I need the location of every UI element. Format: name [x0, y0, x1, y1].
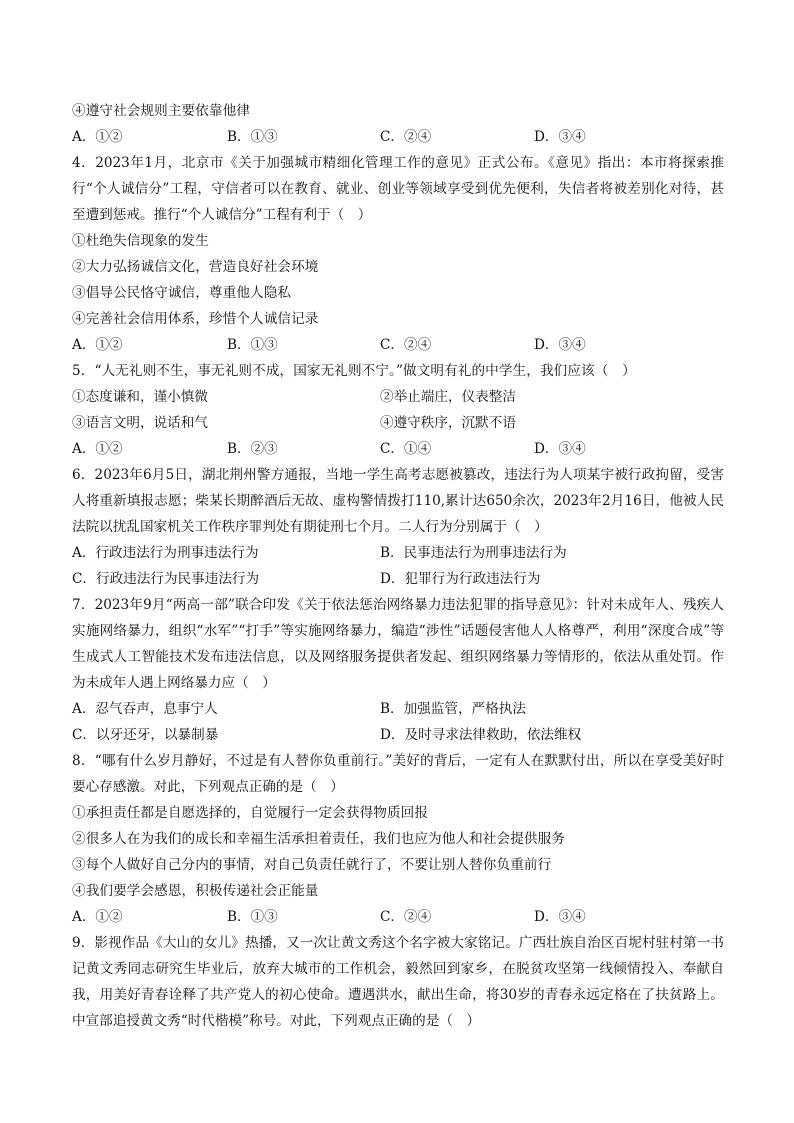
q7-stem: 7．2023年9月“两高一部”联合印发《关于依法惩治网络暴力违法犯罪的指导意见》：针对未成年人、残疾人实施网络暴力，组织“水军”“打手”等实施网络暴力，编造“涉性”话题侵害他人人格尊严，利用“深度合成”等生成式人工智能技术发布违法信息，以及网络服务提供者发起、组织网络暴力等情形的，依法从重处罚。作为未成年人遇上网络暴力应（ ） [72, 597, 724, 691]
q3-option-a[interactable]: A．①② [72, 129, 123, 145]
q7-option-d[interactable]: D．及时寻求法律救助，依法维权 [380, 727, 582, 743]
q5-items-row-2 [72, 410, 724, 436]
q7-option-a[interactable]: A．忍气吞声，息事宁人 [72, 701, 218, 717]
q4-option-d[interactable]: D．③④ [534, 337, 586, 353]
q3-options [72, 124, 724, 150]
q8-item-3: ③每个人做好自己分内的事情，对自己负责任就行了，不要让别人替你负重前行 [72, 857, 552, 873]
q6-option-c[interactable]: C．行政违法行为民事违法行为 [72, 571, 260, 587]
q5-item-2: ②举止端庄，仪表整洁 [380, 389, 516, 405]
q5-options [72, 436, 724, 462]
q6-options-row-1 [72, 540, 724, 566]
q6-options-row-2 [72, 566, 724, 592]
q5-item-1: ①态度谦和，谨小慎微 [72, 389, 208, 405]
q4-item-1: ①杜绝失信现象的发生 [72, 233, 209, 249]
exam-page [72, 98, 724, 1034]
q3-option-d[interactable]: D．③④ [534, 129, 586, 145]
q8-stem: 8．“哪有什么岁月静好，不过是有人替你负重前行。”美好的背后，一定有人在默默付出，所以在享受美好时要心存感激。对此，下列观点正确的是（ ） [72, 753, 724, 795]
q5-items-row-1 [72, 384, 724, 410]
q4-item-3: ③倡导公民恪守诚信，尊重他人隐私 [72, 285, 292, 301]
q8-options [72, 904, 724, 930]
q8-item-4: ④我们要学会感恩，积极传递社会正能量 [72, 883, 319, 899]
q7-option-b[interactable]: B．加强监管，严格执法 [380, 701, 526, 717]
q4-stem: 4．2023年1月，北京市《关于加强城市精细化管理工作的意见》正式公布。《意见》指出：本市将探索推行“个人诚信分”工程，守信者可以在教育、就业、创业等领域享受到优先便利，失信者将被差别化对待，甚至遭到惩戒。推行“个人诚信分”工程有利于（ ） [72, 155, 724, 223]
q4-options [72, 332, 724, 358]
q7-options-row-1 [72, 696, 724, 722]
q5-option-c[interactable]: C．①④ [380, 441, 432, 457]
q4-option-a[interactable]: A．①② [72, 337, 123, 353]
q9-stem: 9．影视作品《大山的女儿》热播，又一次让黄文秀这个名字被大家铭记。广西壮族自治区百坭村驻村第一书记黄文秀同志研究生毕业后，放弃大城市的工作机会，毅然回到家乡，在脱贫攻坚第一线倾情投入、奉献自我，用美好青春诠释了共产党人的初心使命。遭遇洪水，献出生命，将30岁的青春永远定格在了扶贫路上。中宣部追授黄文秀“时代楷模”称号。对此，下列观点正确的是（ ） [72, 935, 724, 1029]
q4-option-b[interactable]: B．①③ [227, 337, 278, 353]
q6-option-d[interactable]: D．犯罪行为行政违法行为 [380, 571, 541, 587]
q5-item-3: ③语言文明，说话和气 [72, 415, 208, 431]
q7-option-c[interactable]: C．以牙还牙，以暴制暴 [72, 727, 219, 743]
q3-option-b[interactable]: B．①③ [227, 129, 278, 145]
q5-item-4: ④遵守秩序，沉默不语 [380, 415, 516, 431]
q7-options-row-2 [72, 722, 724, 748]
q5-option-b[interactable]: B．②③ [227, 441, 278, 457]
q6-option-a[interactable]: A．行政违法行为刑事违法行为 [72, 545, 259, 561]
q6-stem: 6．2023年6月5日，湖北荆州警方通报，当地一学生高考志愿被篡改，违法行为人项某宇被行政拘留，受害人将重新填报志愿；柴某长期醉酒后无故、虚构警情拨打110,累计达650余次，2023年2月16日，他被人民法院以扰乱国家机关工作秩序罪判处有期徒刑七个月。二人行为分别属于（ ） [72, 467, 724, 535]
q8-option-c[interactable]: C．②④ [380, 909, 432, 925]
q4-option-c[interactable]: C．②④ [380, 337, 432, 353]
q4-item-2: ②大力弘扬诚信文化，营造良好社会环境 [72, 259, 319, 275]
q8-item-1: ①承担责任都是自愿选择的，自觉履行一定会获得物质回报 [72, 805, 429, 821]
q5-option-a[interactable]: A．①② [72, 441, 123, 457]
q8-option-b[interactable]: B．①③ [227, 909, 278, 925]
q4-item-4: ④完善社会信用体系，珍惜个人诚信记录 [72, 311, 319, 327]
q8-item-2: ②很多人在为我们的成长和幸福生活承担着责任，我们也应为他人和社会提供服务 [72, 831, 565, 847]
q3-option-c[interactable]: C．②④ [380, 129, 432, 145]
q8-option-d[interactable]: D．③④ [534, 909, 586, 925]
q3-item-4: ④遵守社会规则主要依靠他律 [72, 103, 251, 119]
q5-option-d[interactable]: D．③④ [534, 441, 586, 457]
q6-option-b[interactable]: B．民事违法行为刑事违法行为 [380, 545, 567, 561]
q5-stem: 5．“人无礼则不生，事无礼则不成，国家无礼则不宁。”做文明有礼的中学生，我们应该（ ） [72, 363, 636, 379]
q8-option-a[interactable]: A．①② [72, 909, 123, 925]
